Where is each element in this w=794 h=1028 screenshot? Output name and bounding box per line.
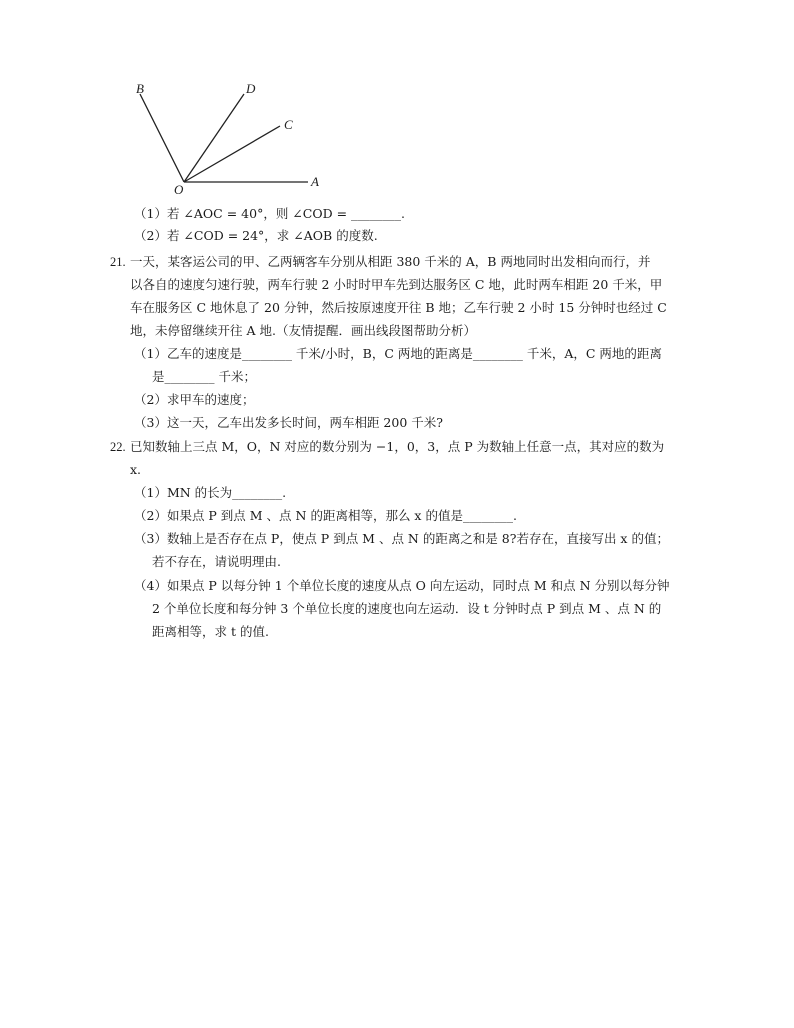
- q22-part3-line1: （3）数轴上是否存在点 P，使点 P 到点 M 、点 N 的距离之和是 8?若存在，直接写出 x 的值；: [134, 531, 669, 546]
- q22-stem-line1: 已知数轴上三点 M，O，N 对应的数分别为 −1，0，3，点 P 为数轴上任意一点，其对应的数为: [130, 439, 665, 454]
- q21-part1-line2: 是________ 千米；: [152, 369, 256, 384]
- q21-stem-line4: 地，未停留继续开往 A 地.（友情提醒．画出线段图帮助分析）: [130, 323, 476, 338]
- q21-part2: （2）求甲车的速度；: [134, 392, 255, 407]
- q21-stem-line3: 车在服务区 C 地休息了 20 分钟，然后按原速度开往 B 地；乙车行驶 2 小时 15 分钟时也经过 C: [130, 300, 667, 315]
- q22-part1: （1）MN 的长为________.: [134, 485, 287, 500]
- q22-part4-line2: 2 个单位长度和每分钟 3 个单位长度的速度也向左运动．设 t 分钟时点 P 到点 M 、点 N 的: [152, 601, 662, 616]
- ray-OC: [184, 126, 280, 182]
- label-B: B: [136, 81, 144, 96]
- q22-number: 22.: [110, 440, 126, 454]
- label-O: O: [174, 182, 184, 197]
- q20-part1: （1）若 ∠AOC = 40°，则 ∠COD = ________.: [134, 206, 405, 221]
- q21-part1-line1: （1）乙车的速度是________ 千米/小时，B，C 两地的距离是________ 千米，A，C 两地的距离: [134, 346, 662, 361]
- q21-number: 21.: [110, 255, 126, 269]
- q22-stem-line2: x.: [130, 462, 142, 477]
- q21-stem-line2: 以各自的速度匀速行驶，两车行驶 2 小时时甲车先到达服务区 C 地，此时两车相距 20 千米，甲: [130, 277, 663, 292]
- ray-OD: [184, 94, 244, 182]
- q22-part4-line1: （4）如果点 P 以每分钟 1 个单位长度的速度从点 O 向左运动，同时点 M 和点 N 分别以每分钟: [134, 578, 670, 593]
- q21-stem-line1: 一天，某客运公司的甲、乙两辆客车分别从相距 380 千米的 A，B 两地同时出发相向而行，并: [130, 254, 651, 269]
- label-D: D: [246, 81, 256, 96]
- q22-part4-line3: 距离相等，求 t 的值.: [152, 624, 269, 639]
- q21-part3: （3）这一天，乙车出发多长时间，两车相距 200 千米?: [134, 415, 443, 430]
- label-A: A: [311, 174, 319, 189]
- ray-OB: [140, 94, 184, 182]
- q20-part2: （2）若 ∠COD = 24°，求 ∠AOB 的度数.: [134, 228, 378, 243]
- q22-part2: （2）如果点 P 到点 M 、点 N 的距离相等，那么 x 的值是________.: [134, 508, 517, 523]
- angle-figure: [128, 76, 338, 200]
- label-C: C: [284, 117, 293, 132]
- q22-part3-line2: 若不存在，请说明理由.: [152, 554, 281, 569]
